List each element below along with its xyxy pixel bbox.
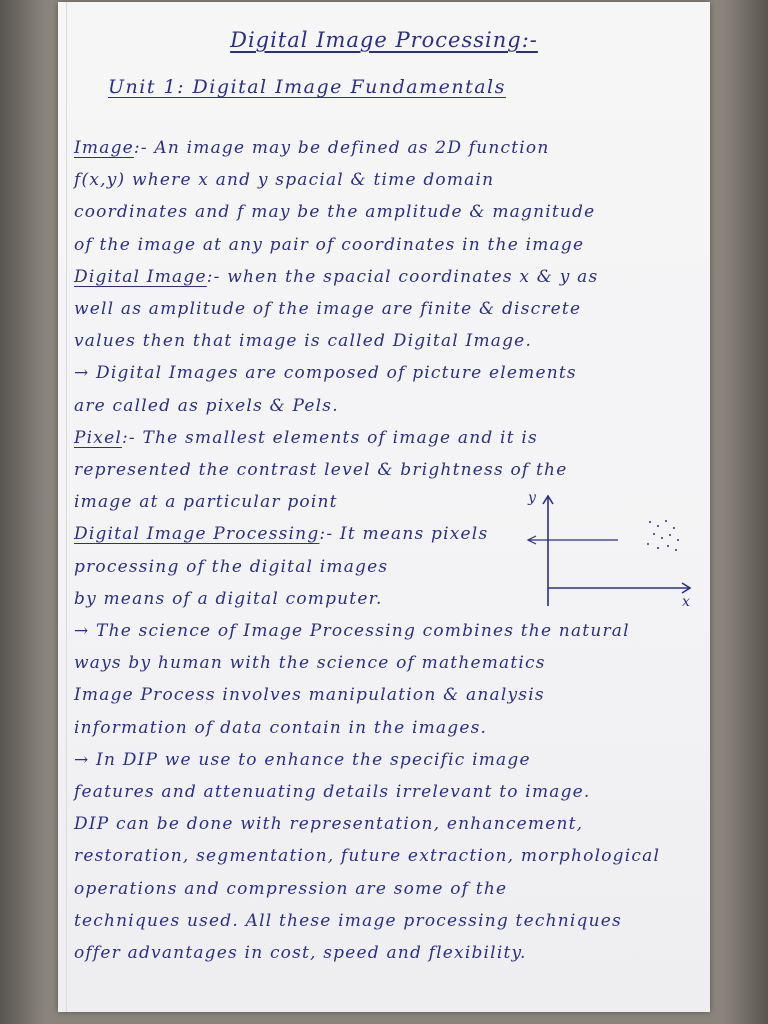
note-line (74, 267, 598, 287)
notebook-page (58, 2, 710, 1012)
line-text: DIP can be done with representation, enhancement, (74, 814, 584, 835)
term-heading: Digital Image (74, 266, 207, 287)
page-title: Digital Image Processing:- (230, 28, 538, 52)
line-text: f(x,y) where x and y spacial & time domain (74, 170, 495, 191)
note-line (74, 653, 546, 673)
note-line (74, 428, 538, 448)
note-line (74, 814, 583, 834)
line-text: by means of a digital computer. (74, 588, 383, 609)
term-heading: Image (74, 138, 134, 158)
line-text: image at a particular point (74, 492, 338, 513)
line-text: features and attenuating details irrelevant to image. (74, 782, 591, 802)
line-text: offer advantages in cost, speed and flexibility. (74, 943, 527, 963)
note-line (74, 879, 507, 899)
note-line (74, 718, 487, 738)
line-text: coordinates and f may be the amplitude & magnitude (74, 202, 596, 223)
line-text: → In DIP we use to enhance the specific image (74, 749, 531, 770)
line-text: → The science of Image Processing combines the natural (74, 621, 630, 641)
term-heading: Pixel (74, 427, 122, 448)
line-text: values then that image is called Digital Image. (74, 331, 533, 352)
note-line (74, 460, 567, 480)
note-line (74, 202, 595, 222)
term-heading: Digital Image Processing (74, 524, 320, 545)
note-line (74, 331, 532, 351)
pixel-axes-diagram (498, 488, 698, 613)
note-line (74, 846, 660, 866)
y-axis-label: y (528, 490, 536, 506)
note-line (74, 621, 630, 641)
note-line (74, 138, 550, 158)
line-text: ways by human with the science of mathematics (74, 653, 546, 674)
pixel-dots (647, 520, 679, 551)
note-line (74, 943, 527, 963)
note-line (74, 492, 338, 512)
note-line (74, 782, 591, 802)
line-text: represented the contrast level & brightness of the (74, 460, 568, 480)
note-line (74, 524, 488, 544)
note-line (74, 235, 584, 255)
note-line (74, 170, 494, 190)
line-text: → Digital Images are composed of picture elements (74, 363, 577, 384)
note-line (74, 750, 531, 770)
line-text: :- It means pixels (319, 524, 489, 545)
line-text: Image Process involves manipulation & analysis (74, 685, 545, 706)
line-text: restoration, segmentation, future extraction, morphological (74, 846, 661, 867)
line-text: information of data contain in the images. (74, 717, 488, 738)
note-line (74, 363, 577, 383)
axes-svg (498, 488, 698, 613)
unit-heading: Unit 1: Digital Image Fundamentals (108, 76, 506, 98)
note-line (74, 396, 339, 416)
line-text: :- when the spacial coordinates x & y as (206, 266, 599, 287)
note-line (74, 557, 388, 577)
x-axis-label: x (682, 594, 690, 610)
page-margin-line (66, 2, 67, 1012)
line-text: :- The smallest elements of image and it is (121, 427, 538, 448)
line-text: operations and compression are some of the (74, 878, 508, 899)
line-text: of the image at any pair of coordinates in the image (74, 234, 585, 255)
line-text: are called as pixels & Pels. (74, 395, 339, 416)
note-line (74, 589, 383, 609)
line-text: :- An image may be defined as 2D function (133, 138, 550, 158)
note-line (74, 911, 622, 931)
line-text: techniques used. All these image processing techniques (74, 910, 622, 931)
note-line (74, 299, 581, 319)
note-line (74, 685, 545, 705)
line-text: well as amplitude of the image are finite & discrete (74, 299, 582, 319)
line-text: processing of the digital images (74, 556, 389, 577)
